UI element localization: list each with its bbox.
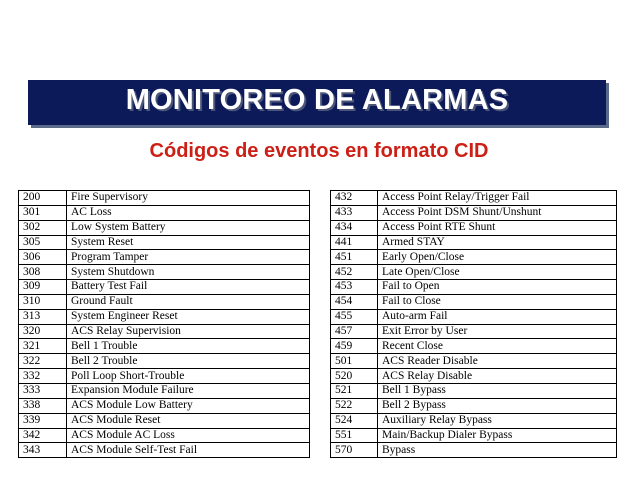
event-code-cell: 434 (331, 220, 378, 235)
event-description-cell: System Engineer Reset (67, 309, 310, 324)
table-row (19, 220, 310, 235)
event-description-cell: Main/Backup Dialer Bypass (378, 428, 617, 443)
event-code-cell: 457 (331, 324, 378, 339)
event-code-cell: 302 (19, 220, 67, 235)
event-description-cell: Access Point DSM Shunt/Unshunt (378, 205, 617, 220)
table-row (331, 443, 617, 458)
event-description-cell: Ground Fault (67, 294, 310, 309)
event-description-cell: ACS Relay Disable (378, 369, 617, 384)
event-description-cell: Fire Supervisory (67, 191, 310, 206)
event-code-cell: 522 (331, 398, 378, 413)
event-codes-table-left (18, 190, 310, 458)
table-row (19, 428, 310, 443)
event-description-cell: ACS Module Self-Test Fail (67, 443, 310, 458)
table-row (331, 324, 617, 339)
table-row (331, 191, 617, 206)
table-row (331, 428, 617, 443)
event-code-cell: 301 (19, 205, 67, 220)
table-row (331, 250, 617, 265)
table-row (331, 220, 617, 235)
event-description-cell: System Reset (67, 235, 310, 250)
event-description-cell: Expansion Module Failure (67, 383, 310, 398)
event-description-cell: Auto-arm Fail (378, 309, 617, 324)
event-code-cell: 501 (331, 354, 378, 369)
event-code-cell: 308 (19, 265, 67, 280)
event-description-cell: ACS Module AC Loss (67, 428, 310, 443)
table-row (19, 413, 310, 428)
table-row (19, 354, 310, 369)
event-code-cell: 200 (19, 191, 67, 206)
event-description-cell: ACS Module Reset (67, 413, 310, 428)
event-description-cell: Recent Close (378, 339, 617, 354)
event-code-cell: 306 (19, 250, 67, 265)
table-row (331, 398, 617, 413)
table-row (19, 324, 310, 339)
table-row (19, 309, 310, 324)
event-code-cell: 551 (331, 428, 378, 443)
event-code-cell: 309 (19, 280, 67, 295)
event-code-cell: 343 (19, 443, 67, 458)
event-code-cell: 455 (331, 309, 378, 324)
table-row (331, 413, 617, 428)
event-description-cell: Fail to Open (378, 280, 617, 295)
table-row (331, 369, 617, 384)
page-title: MONITOREO DE ALARMAS (125, 84, 509, 116)
event-description-cell: Early Open/Close (378, 250, 617, 265)
table-row (331, 265, 617, 280)
event-code-cell: 459 (331, 339, 378, 354)
event-codes-table-right (330, 190, 617, 458)
event-description-cell: Bell 2 Bypass (378, 398, 617, 413)
event-code-cell: 339 (19, 413, 67, 428)
event-code-cell: 321 (19, 339, 67, 354)
event-description-cell: Late Open/Close (378, 265, 617, 280)
table-row (19, 205, 310, 220)
event-description-cell: Bell 1 Trouble (67, 339, 310, 354)
event-description-cell: Fail to Close (378, 294, 617, 309)
event-code-cell: 332 (19, 369, 67, 384)
table-row (19, 369, 310, 384)
event-code-cell: 524 (331, 413, 378, 428)
event-code-cell: 453 (331, 280, 378, 295)
table-row (331, 339, 617, 354)
event-code-cell: 452 (331, 265, 378, 280)
event-description-cell: ACS Module Low Battery (67, 398, 310, 413)
table-row (19, 250, 310, 265)
event-code-cell: 320 (19, 324, 67, 339)
title-banner (28, 80, 606, 125)
table-row (331, 354, 617, 369)
event-code-cell: 441 (331, 235, 378, 250)
event-code-cell: 451 (331, 250, 378, 265)
table-row (331, 280, 617, 295)
event-description-cell: Bell 2 Trouble (67, 354, 310, 369)
event-description-cell: Bell 1 Bypass (378, 383, 617, 398)
event-description-cell: ACS Reader Disable (378, 354, 617, 369)
event-code-cell: 322 (19, 354, 67, 369)
table-row (19, 265, 310, 280)
event-description-cell: ACS Relay Supervision (67, 324, 310, 339)
table-row (331, 383, 617, 398)
event-code-cell: 342 (19, 428, 67, 443)
table-row (19, 383, 310, 398)
table-row (331, 235, 617, 250)
event-code-cell: 305 (19, 235, 67, 250)
event-description-cell: System Shutdown (67, 265, 310, 280)
table-row (331, 205, 617, 220)
table-row (19, 294, 310, 309)
event-description-cell: AC Loss (67, 205, 310, 220)
event-code-cell: 432 (331, 191, 378, 206)
event-code-cell: 433 (331, 205, 378, 220)
event-description-cell: Low System Battery (67, 220, 310, 235)
event-code-cell: 454 (331, 294, 378, 309)
event-description-cell: Bypass (378, 443, 617, 458)
event-description-cell: Program Tamper (67, 250, 310, 265)
event-description-cell: Exit Error by User (378, 324, 617, 339)
event-code-cell: 338 (19, 398, 67, 413)
table-row (19, 443, 310, 458)
event-code-cell: 333 (19, 383, 67, 398)
event-description-cell: Battery Test Fail (67, 280, 310, 295)
event-description-cell: Poll Loop Short-Trouble (67, 369, 310, 384)
page-subtitle: Códigos de eventos en formato CID (149, 140, 489, 162)
table-row (19, 398, 310, 413)
event-code-cell: 310 (19, 294, 67, 309)
table-row (19, 339, 310, 354)
table-row (331, 309, 617, 324)
event-code-cell: 570 (331, 443, 378, 458)
event-code-cell: 313 (19, 309, 67, 324)
event-description-cell: Auxiliary Relay Bypass (378, 413, 617, 428)
event-description-cell: Access Point Relay/Trigger Fail (378, 191, 617, 206)
event-code-cell: 521 (331, 383, 378, 398)
table-row (19, 191, 310, 206)
event-description-cell: Armed STAY (378, 235, 617, 250)
table-row (331, 294, 617, 309)
event-code-cell: 520 (331, 369, 378, 384)
table-row (19, 235, 310, 250)
event-description-cell: Access Point RTE Shunt (378, 220, 617, 235)
table-row (19, 280, 310, 295)
